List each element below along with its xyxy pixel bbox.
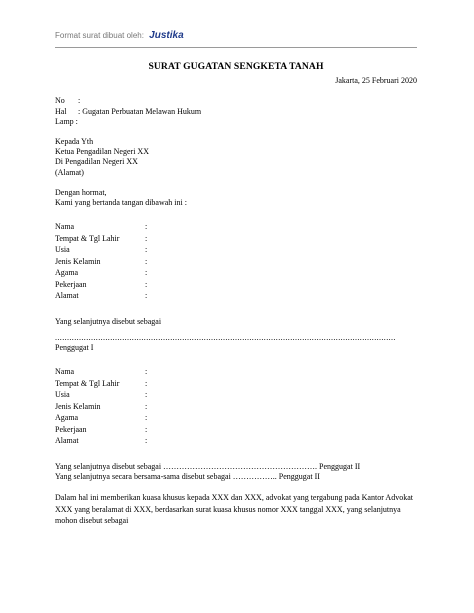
greeting: Dengan hormat,: [55, 187, 107, 197]
field-colon: :: [145, 256, 148, 266]
field-colon: :: [145, 233, 148, 243]
field-label: Agama: [55, 268, 79, 278]
plaintiff-1-fields: [55, 222, 417, 303]
justika-logo[interactable]: Justika: [149, 30, 184, 41]
field-label: Alamat: [55, 291, 79, 301]
field-label: Usia: [55, 390, 70, 400]
recipient-line: Kepada Yth: [55, 136, 94, 146]
referred-joint: Yang selanjutnya secara bersama-sama disebut sebagai …………….. Penggugat II: [55, 472, 320, 481]
field-row: [55, 425, 417, 437]
field-colon: :: [145, 413, 148, 423]
recipient-line: Ketua Pengadilan Negeri XX: [55, 147, 149, 157]
referred-as-1: Yang selanjutnya disebut sebagai: [55, 316, 162, 326]
subject-value: : Gugatan Perbuatan Melawan Hukum: [78, 106, 202, 116]
header-credit: [55, 30, 184, 41]
field-label: Alamat: [55, 436, 79, 446]
field-row: [55, 291, 417, 303]
plaintiff-2-fields: [55, 367, 417, 448]
field-label: Agama: [55, 413, 79, 423]
field-label: Usia: [55, 245, 70, 255]
referred-as-2: Yang selanjutnya disebut sebagai …………………………………………………. Penggugat II: [55, 461, 361, 471]
field-label: Tempat & Tgl Lahir: [55, 378, 120, 388]
attachment-row: [55, 117, 417, 127]
field-row: [55, 245, 417, 257]
field-colon: :: [145, 401, 148, 411]
field-colon: :: [145, 378, 148, 388]
field-label: Jenis Kelamin: [55, 401, 101, 411]
field-row: [55, 390, 417, 402]
field-label: Tempat & Tgl Lahir: [55, 233, 120, 243]
header-divider: [55, 47, 417, 48]
recipient-line: (Alamat): [55, 167, 84, 177]
field-label: Jenis Kelamin: [55, 256, 101, 266]
plaintiff-1-label: Penggugat I: [55, 343, 94, 353]
field-row: [55, 413, 417, 425]
field-row: [55, 268, 417, 280]
dotted-fill-line: ..............................................................................................................................................: [55, 332, 396, 342]
number-colon: :: [78, 96, 81, 106]
field-colon: :: [145, 222, 148, 232]
field-colon: :: [145, 245, 148, 255]
number-row: [55, 96, 417, 106]
field-colon: :: [145, 279, 148, 289]
field-row: [55, 379, 417, 391]
subject-label: Hal: [55, 106, 67, 116]
letter-title: SURAT GUGATAN SENGKETA TANAH: [148, 61, 324, 72]
field-colon: :: [145, 390, 148, 400]
intro-text: Kami yang bertanda tangan dibawah ini :: [55, 197, 187, 207]
field-colon: :: [145, 367, 148, 377]
field-row: [55, 436, 417, 448]
header-credit-text: Format surat dibuat oleh:: [55, 31, 144, 40]
power-of-attorney-paragraph: Dalam hal ini memberikan kuasa khusus kepada XXX dan XXX, advokat yang tergabung pada Kantor Advokat XXX yang beralamat di XXX, berdasarkan surat kuasa khusus nomor XXX tanggal XXX, yang selanjutnya mohon disebut sebagai: [55, 493, 413, 526]
field-row: [55, 222, 417, 234]
field-colon: :: [145, 268, 148, 278]
recipient-line: Di Pengadilan Negeri XX: [55, 157, 138, 167]
field-colon: :: [145, 291, 148, 301]
field-row: [55, 257, 417, 269]
field-colon: :: [145, 436, 148, 446]
letter-date: Jakarta, 25 Februari 2020: [335, 76, 417, 86]
field-label: Nama: [55, 222, 75, 232]
letter-document: [55, 60, 417, 527]
field-colon: :: [145, 424, 148, 434]
attachment-label: Lamp :: [55, 116, 78, 126]
number-label: No: [55, 96, 65, 106]
field-row: [55, 402, 417, 414]
field-row: [55, 280, 417, 292]
field-label: Nama: [55, 367, 75, 377]
field-row: [55, 234, 417, 246]
field-row: [55, 367, 417, 379]
field-label: Pekerjaan: [55, 424, 87, 434]
field-label: Pekerjaan: [55, 279, 87, 289]
subject-row: [55, 107, 417, 117]
